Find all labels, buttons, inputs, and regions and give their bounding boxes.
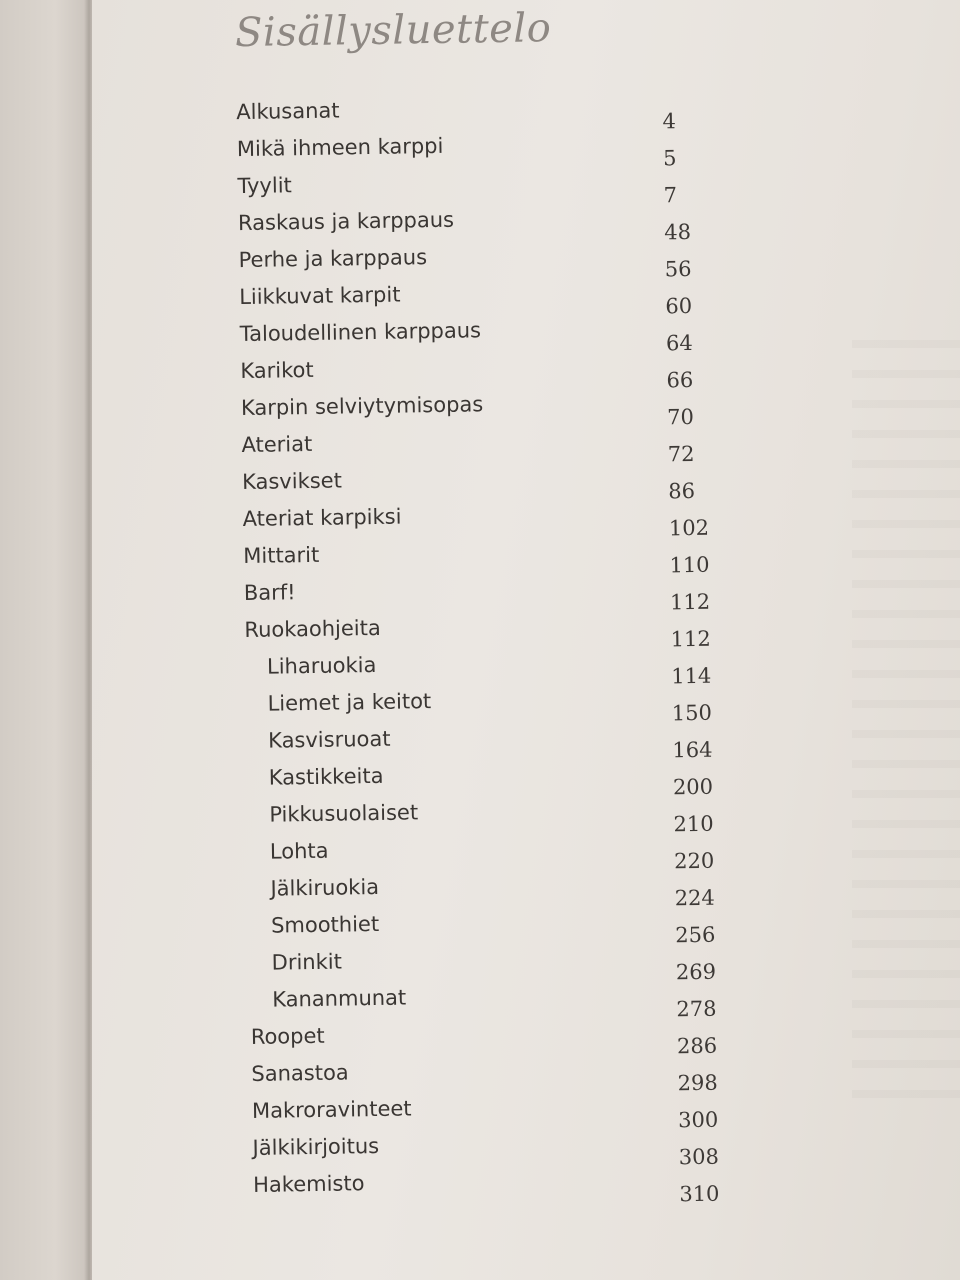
entry-title: Lohta (269, 838, 329, 864)
entry-page-number: 300 (678, 1107, 719, 1133)
entry-title: Raskaus ja karppaus (237, 207, 455, 236)
entry-page-number: 114 (671, 663, 712, 689)
entry-page-number: 224 (674, 885, 715, 911)
entry-title: Drinkit (271, 949, 343, 975)
entry-page-number: 256 (675, 922, 716, 948)
entry-page-number: 220 (673, 848, 715, 874)
entry-title: Liikkuvat karpit (239, 282, 401, 310)
entry-title: Tyylit (237, 173, 292, 199)
entry-page-number: 110 (669, 552, 710, 578)
entry-title: Taloudellinen karppaus (239, 318, 482, 347)
entry-title: Perhe ja karppaus (238, 245, 428, 273)
entry-title: Kasvisruoat (267, 726, 391, 753)
entry-title: Makroravinteet (251, 1096, 412, 1123)
entry-title: Ateriat (241, 431, 313, 458)
entry-page-number: 72 (667, 441, 695, 467)
entry-page-number: 278 (676, 996, 717, 1022)
entry-page-number: 48 (664, 219, 692, 245)
entry-title: Pikkusuolaiset (269, 800, 419, 827)
entry-page-number: 7 (663, 183, 678, 208)
entry-title: Roopet (250, 1023, 325, 1049)
entry-title: Alkusanat (236, 98, 340, 125)
entry-page-number: 200 (672, 774, 714, 800)
entry-title: Mikä ihmeen karppi (236, 133, 444, 162)
entry-page-number: 70 (666, 404, 695, 430)
entry-page-number: 102 (668, 515, 710, 541)
entry-title: Sanastoa (251, 1060, 349, 1086)
entry-title: Liharuokia (266, 652, 377, 679)
entry-page-number: 310 (679, 1181, 720, 1207)
entry-page-number: 112 (670, 626, 711, 652)
entry-title: Jälkikirjoitus (252, 1133, 380, 1160)
entry-title: Karpin selviytymisopas (240, 392, 484, 421)
entry-title: Smoothiet (270, 911, 380, 938)
entry-page-number: 298 (677, 1070, 718, 1096)
entry-page-number: 210 (673, 811, 714, 837)
entry-title: Kastikkeita (268, 763, 384, 790)
entry-page-number: 164 (672, 737, 713, 763)
entry-page-number: 60 (665, 293, 693, 319)
entry-title: Jälkiruokia (270, 874, 380, 901)
entry-page-number: 56 (664, 256, 692, 282)
entry-title: Kasvikset (241, 468, 343, 495)
entry-title: Ruokaohjeita (244, 615, 381, 643)
entry-title: Liemet ja keitot (267, 689, 432, 716)
entry-page-number: 112 (669, 589, 711, 615)
entry-page-number: 308 (678, 1144, 720, 1170)
entry-title: Ateriat karpiksi (242, 504, 402, 532)
entry-page-number: 66 (666, 367, 694, 393)
entry-title: Hakemisto (252, 1171, 365, 1197)
entry-page-number: 150 (671, 700, 713, 726)
page-title: Sisällysluettelo (234, 5, 552, 57)
entry-page-number: 286 (676, 1033, 718, 1059)
entry-page-number: 5 (662, 146, 677, 171)
entry-title: Barf! (243, 580, 296, 606)
entry-title: Mittarit (243, 542, 320, 569)
entry-page-number: 269 (675, 959, 717, 985)
entry-page-number: 64 (665, 330, 693, 356)
entry-page-number: 4 (662, 109, 677, 134)
entry-title: Kananmunat (272, 985, 407, 1012)
entry-title: Karikot (240, 357, 314, 384)
entry-page-number: 86 (668, 478, 696, 504)
